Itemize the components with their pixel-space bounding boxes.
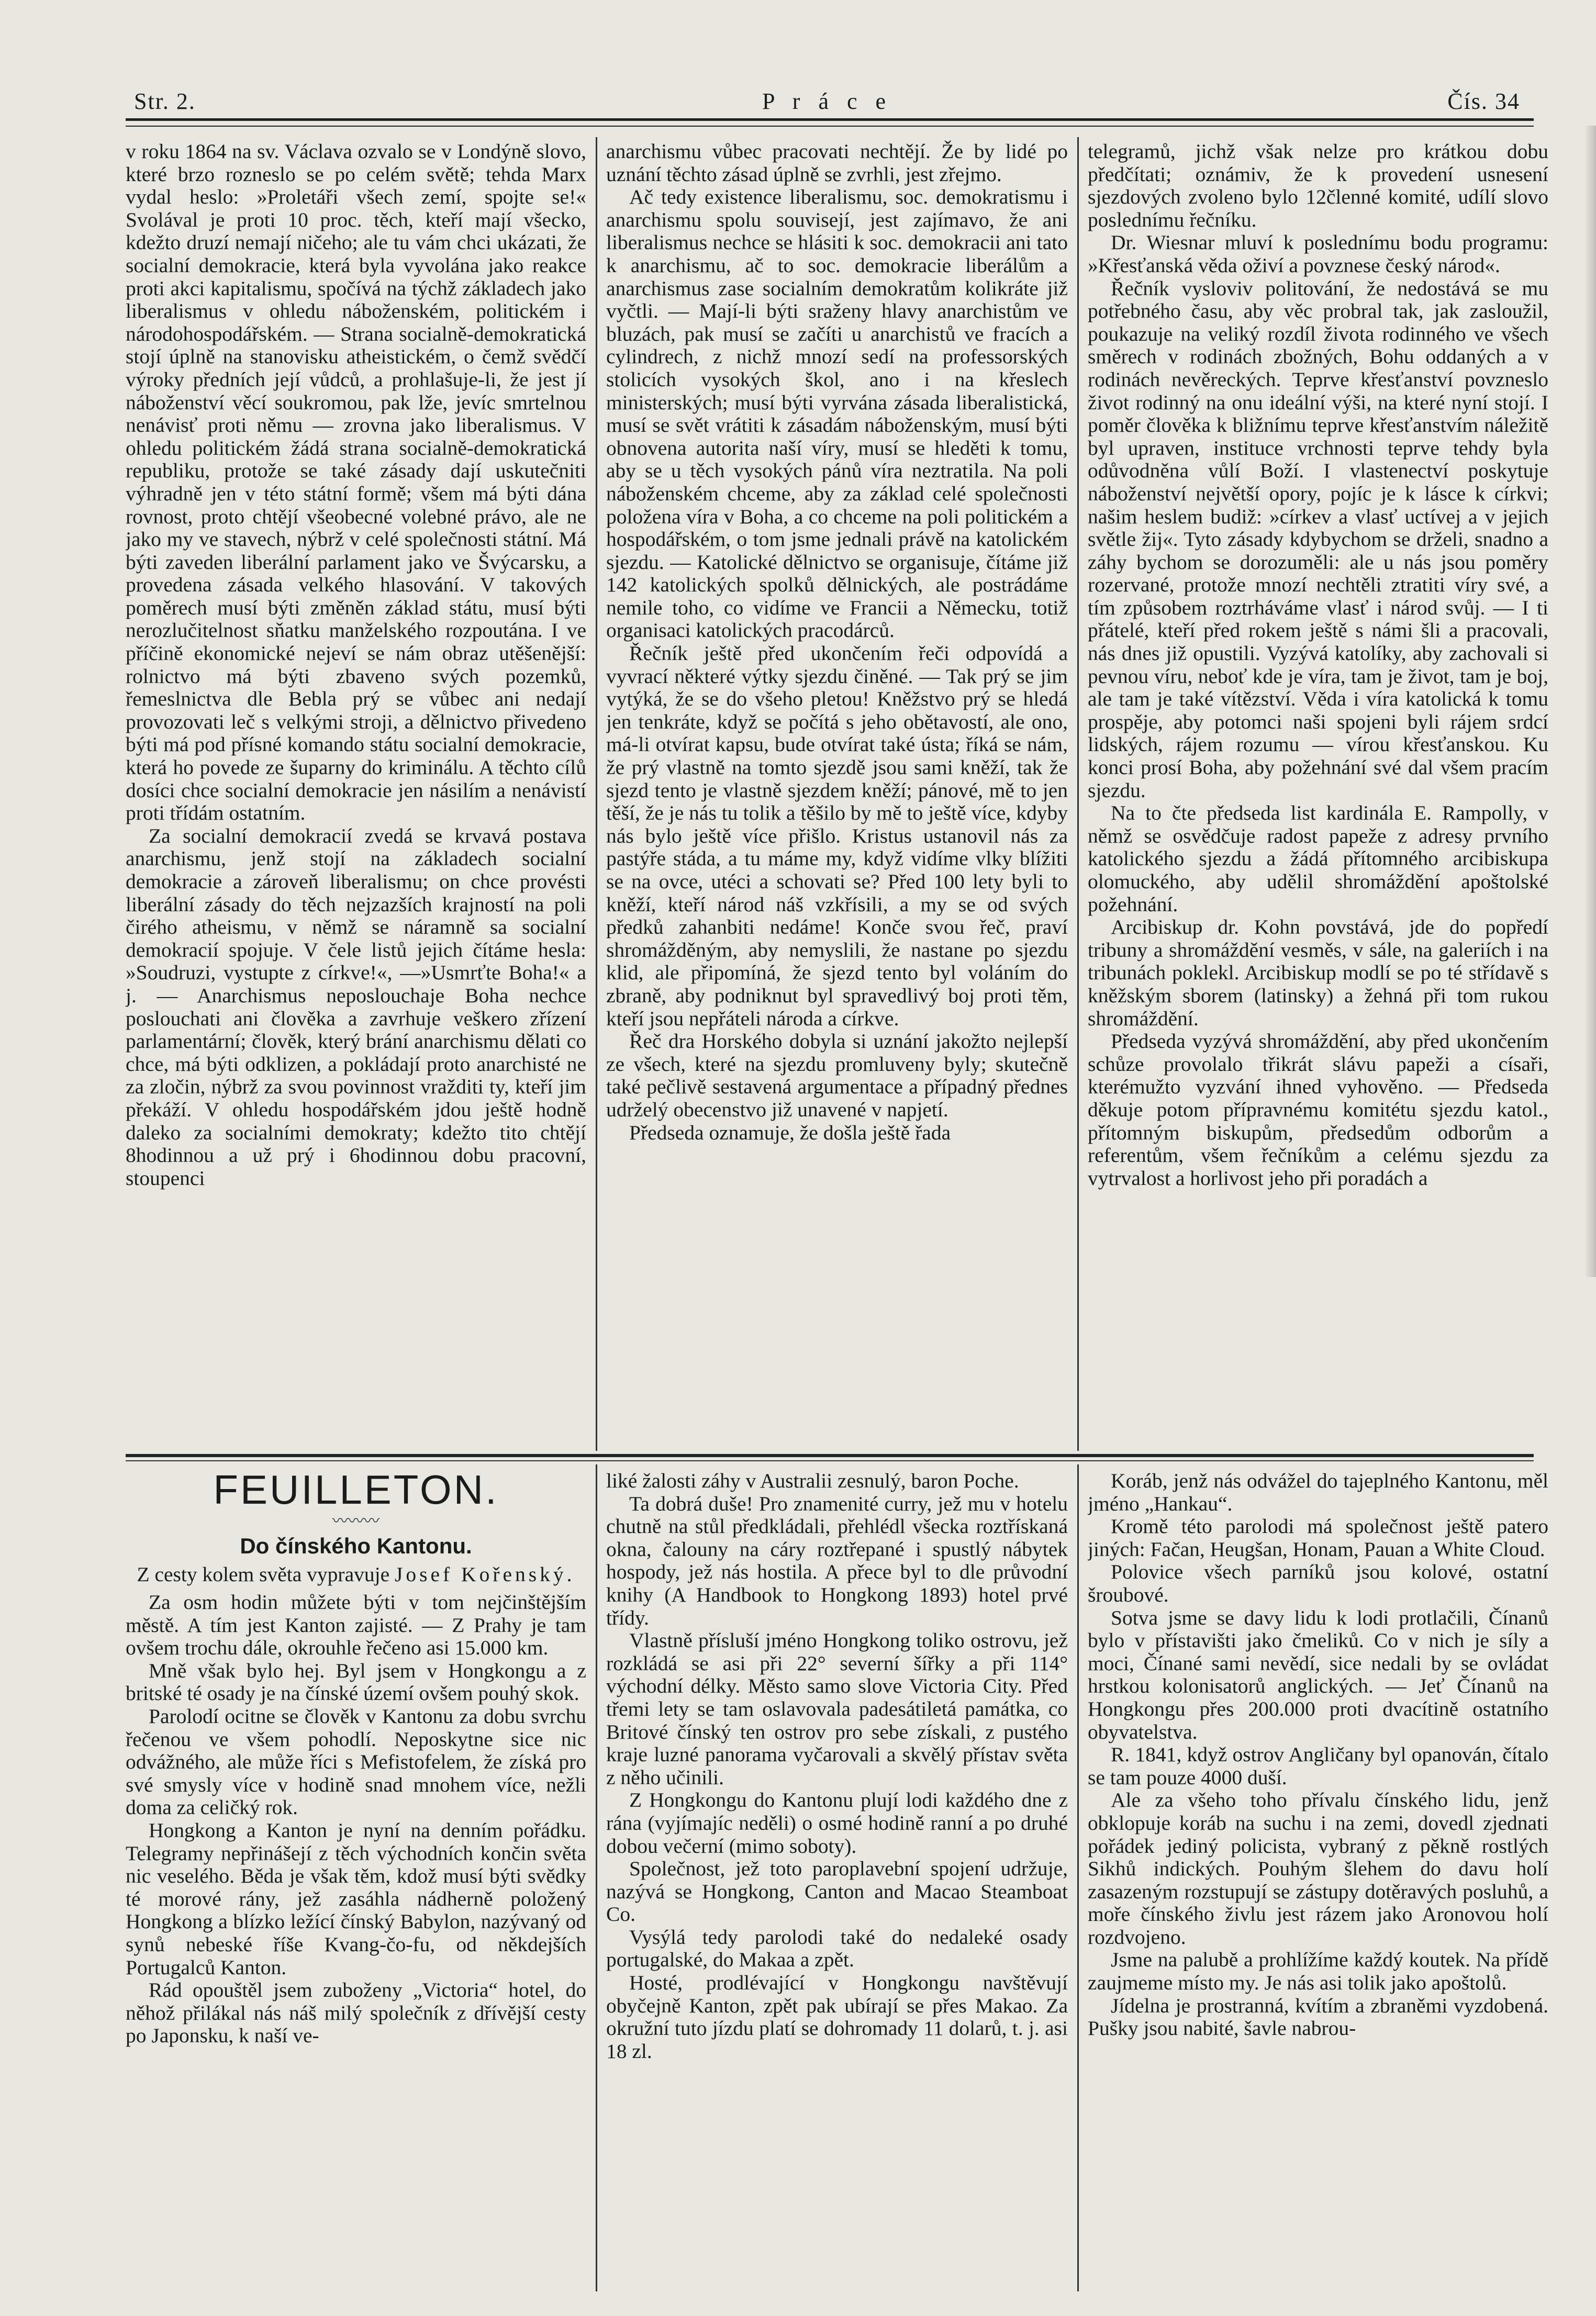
paragraph: Sotva jsme se davy lidu k lodi protlačili, Čínanů bylo v přístavišti jako čmeliků. Co v nich je síly a moci, Čínané sami nevědí, sice nedali by se ovládat hrstkou kolonisatorů anglických. — Jeť Čínanů na Hongkongu přes 200.000 proti dvacítině ostatního obyvatelstva. — [1088, 1606, 1548, 1743]
feuilleton-heading: FEUILLETON. — [213, 1467, 499, 1513]
author-name: Josef Kořenský. — [394, 1563, 575, 1586]
section-divider — [126, 1454, 1534, 1457]
column-divider — [1077, 1464, 1079, 2291]
issue-number: Čís. 34 — [1447, 88, 1520, 114]
paragraph: Za socialní demokracií zvedá se krvavá postava anarchismu, jenž stojí na základech socialní demokracie a zároveň liberalismu; on chce provésti liberální zásady do těch nejzazších krajností na poli čirého atheismu, v němž se náramně sa socialní demokracií spojuje. V čele listů jejich čítáme hesla: »Soudruzi, vystupte z církve!«, —»Usmrťte Boha!« a j. — Anarchismus neposlouchaje Boha nechce poslouchati ani člověka a zavrhuje veškero zřízení parlamentární; člověk, který brání anarchismu dělati co chce, má býti odklizen, a pokládají proto anarchisté ne za zločin, nýbrž za svou povinnost vražditi ty, kteří jim překáží. V ohledu hospodářském jdou ještě hodně daleko za socialními demokraty; kdežto tito chtějí 8hodinnou a už prý i 6hodinnou dobu pracovní, stoupenci — [126, 824, 586, 1190]
paragraph: Řečník vysloviv politování, že nedostává se mu potřebného času, aby věc probral tak, jak zasloužil, poukazuje na veliký rozdíl života rodinného ve všech směrech v rodinách zbožných, Bohu oddaných a v rodinách nevěreckých. Teprve křesťanství povzneslo život rodinný na onu ideální výši, na které nyní stojí. I poměr člověka k bližnímu teprve křesťanstvím náležitě byl upraven, instituce vrchnosti teprve tehdy byla odůvodněna vůlí Boží. I vlastenectví poskytuje náboženství největší opory, pojíc je k lásce k církvi; našim heslem budiž: »církev a vlasť uctívej a v jejich světle žij«. Tyto zásady kdybychom se drželi, snadno a záhy bychom se dorozuměli: ale u nás jsou poměry rozervané, protože mnozí nechtěli ztratiti víry své, a tím způsobem roztrháváme vlasť i národ svůj. — I ti přátelé, kteří před rokem ještě s námi šli a pracovali, nás dnes již opustili. Vyzývá katolíky, aby zachovali si pevnou víru, neboť kde je víra, tam je život, tam je boj, ale tam je také vítězství. Věda i víra katolická k tomu prospěje, aby potomci naši spojeni byli rájem srdcí lidských, rájem rozumu — vírou křesťanskou. Ku konci prosí Boha, aby požehnání své dal všem pracím sjezdu. — [1088, 276, 1548, 802]
paragraph: Předseda vyzývá shromáždění, aby před ukončením schůze provolalo třikrát slávu papeži a císaři, kterémužto vyzvání ihned vyhověno. — Předseda děkuje potom přípravnému komitétu sjezdu katol., přítomným biskupům, předsedům odborům a referentům, všem řečníkům a celému sjezdu za vytrvalost a horlivost jeho při poradách a — [1088, 1030, 1548, 1190]
paragraph: Hongkong a Kanton je nyní na denním pořádku. Telegramy nepřinášejí z těch východních končin světa nic veselého. Běda je však těm, kdož musí býti svědky té morové rány, jež zasáhla nádherně položený Hongkong a blízko ležící čínský Babylon, nazývaný od synů nebeské říše Kvang-čo-fu, od někdejších Portugalců Kanton. — [126, 1818, 586, 1979]
header-rule — [126, 118, 1534, 121]
column-divider — [596, 1464, 597, 2291]
paragraph: Předseda oznamuje, že došla ještě řada — [629, 1121, 951, 1144]
newspaper-title: P r á c e — [762, 88, 892, 114]
paragraph: liké žalosti záhy v Australii zesnulý, baron Poche. — [606, 1470, 1019, 1492]
paragraph: Řečník ještě před ukončením řeči odpovídá a vyvrací některé výtky sjezdu činěné. — Tak prý se jim vytýká, že se do všeho pletou! Kněžstvo prý se hledá jen tenkráte, když se počítá s jeho obětavostí, ale ono, má-li otvírat kapsu, bude otvírat také ústa; říká se nám, že prý vlastně na tomto sjezdě jsou sami kněží, tak že sjezd tento je vlastně sjezdem kněží; pánové, mě to jen těší, že je nás tu tolik a těšilo by mě to ještě více, kdyby nás bylo ještě více přišlo. Kristus ustanovil nás za pastýře stáda, a tu máme my, když vidíme vlky blížiti se na ovce, utéci a schovati se? Před 100 lety byli to kněží, kteří národ náš vzkřísili, a my se od svých předků zahanbiti nedáme! Konče svou řeč, praví shromážděným, aby nemyslili, že nastane po sjezdu klid, ale připomíná, že sjezd tento byl voláním do zbraně, aby podniknut byl spravedlivý boj proti těm, kteří jsou nepřáteli národa a církve. — [606, 642, 1068, 1030]
paragraph: Dr. Wiesnar mluví k poslednímu bodu programu: »Křesťanská věda oživí a povznese český národ«. — [1088, 231, 1548, 277]
paragraph: Řeč dra Horského dobyla si uznání jakožto nejlepší ze všech, které na sjezdu promluveny byly; skutečně také pečlivě sestavená argumentace a případný přednes udrželý obecenstvo již unavené v napjetí. — [606, 1030, 1068, 1121]
section-divider-thin — [126, 1460, 1534, 1461]
paragraph: Rád opouštěl jsem zuboženy „Victoria“ hotel, do něhož přilákal nás náš milý společník z dřívější cesty po Japonsku, k naší ve- — [126, 1978, 586, 2048]
paragraph: Společnost, jež toto paroplavební spojení udržuje, nazývá se Hongkong, Canton and Macao Steamboat Co. — [606, 1857, 1068, 1926]
paragraph: Ale za všeho toho přívalu čínského lidu, jenž obklopuje koráb na suchu i na zemi, dovedl zjednati pořádek jediný policista, vybraný z pěkně rostlých Sikhů indických. Pouhým šlehem do davu holí zasazeným rozstupují se zástupy dotěravých posluhů, a moře čínského živlu jest rázem jako Aronovou holí rozdvojeno. — [1088, 1788, 1548, 1949]
feuilleton-column-2 — [606, 1470, 1068, 2286]
byline-prefix: Z cesty kolem světa vypravuje — [137, 1563, 390, 1586]
paragraph: Vysýlá tedy parolodi také do nedaleké osady portugalské, do Makaa a zpět. — [606, 1925, 1068, 1972]
paragraph: Na to čte předseda list kardinála E. Rampolly, v němž se osvědčuje radost papeže z adresy prvního katolického sjezdu a žádá přítomného arcibiskupa olomuckého, aby udělil shromáždění apoštolské požehnání. — [1088, 801, 1548, 916]
ornament: 〰〰〰 — [332, 1513, 380, 1530]
header-rule-thin — [126, 126, 1534, 127]
paragraph: Za osm hodin můžete býti v tom nejčinštějším městě. A tím jest Kanton zajisté. — Z Prahy je tam ovšem trochu dále, okrouhle řečeno asi 15.000 km. — [126, 1591, 586, 1660]
page-header — [126, 84, 1528, 120]
paragraph: Z Hongkongu do Kantonu plují lodi každého dne z rána (vyjímajíc neděli) o osmé hodině ranní a po druhé dobou večerní (mimo soboty). — [606, 1788, 1068, 1858]
paragraph: Kromě této parolodi má společnost ještě patero jiných: Fačan, Heugšan, Honam, Pauan a White Cloud. — [1088, 1515, 1548, 1561]
paragraph: Parolodí ocitne se člověk v Kantonu za dobu svrchu řečenou ve všem pohodlí. Neposkytne sice nic odvážného, ale může říci s Mefistofelem, že získá pro své smysly více v hodině snad mnohem více, nežli doma za celičký rok. — [126, 1704, 586, 1819]
paragraph: anarchismu vůbec pracovati nechtějí. Že by lidé po uznání těchto zásad úplně se zvrhli, jest zřejmo. — [606, 140, 1068, 186]
page-number: Str. 2. — [134, 88, 196, 114]
paragraph: R. 1841, když ostrov Angličany byl opanován, čítalo se tam pouze 4000 duší. — [1088, 1743, 1548, 1789]
feuilleton-column-1 — [126, 1465, 586, 2282]
column-divider — [596, 137, 597, 1451]
paragraph: Jídelna je prostranná, kvítím a zbraněmi vyzdobená. Pušky jsou nabité, šavle nabrou- — [1088, 1994, 1548, 2040]
paragraph: Hosté, prodlévající v Hongkongu navštěvují obyčejně Kanton, zpět pak ubírají se přes Makao. Za okružní tuto jízdu platí se dohromady 11 dolarů, t. j. asi 18 zl. — [606, 1971, 1068, 2063]
paragraph: Mně však bylo hej. Byl jsem v Hongkongu a z britské té osady je na čínské území ovšem pouhý skok. — [126, 1659, 586, 1705]
article-column-1 — [126, 140, 586, 1444]
paragraph: Vlastně přísluší jméno Hongkong toliko ostrovu, jež rozkládá se asi při 22° severní šířky a při 114° východní délky. Město samo slove Victoria City. Před třemi lety se tam oslavovala padesátiletá památka, co Britové čínský ten ostrov pro sebe získali, z pustého kraje luzné panorama vyčarovali a skvělý přístav světa z něho učinili. — [606, 1629, 1068, 1789]
feuilleton-column-3 — [1088, 1470, 1548, 2286]
paragraph: Arcibiskup dr. Kohn povstává, jde do popředí tribuny a shromáždění vesměs, v sále, na galeriích i na tribunách poklekl. Arcibiskup modlí se po té střídavě s kněžským sborem (latinsky) a žehná při tom rukou shromáždění. — [1088, 915, 1548, 1030]
article-column-3 — [1088, 140, 1548, 1444]
column-divider — [1077, 137, 1079, 1451]
story-title: Do čínského Kantonu. — [240, 1534, 472, 1558]
paragraph: Koráb, jenž nás odvážel do tajeplného Kantonu, měl jméno „Hankau“. — [1088, 1470, 1548, 1515]
paragraph: v roku 1864 na sv. Václava ozvalo se v Londýně slovo, které brzo rozneslo se po celém světě; tehda Marx vydal heslo: »Proletáři všech zemí, spojte se!« Svolával je proti 10 proc. těch, kteří mají všecko, kdežto druzí nemají ničeho; ale tu vám chci ukázati, že socialní demokracie, která byla vyvolána jako reakce proti akci kapitalismu, spočívá na týchž základech jako liberalismus v ohledu náboženském, politickém i národohospodářském. — Strana socialně-demokratická stojí úplně na stanovisku atheistickém, o čemž svědčí výroky předních její vůdců, a prohlašuje-li, že jest jí náboženství věcí soukromou, pak lže, jevíc smrtelnou nenávisť proti němu — zrovna jako liberalismus. V ohledu politickém žádá strana socialně-demokratická republiku, protože se také zásady dají uskutečniti výhradně jen v této státní formě; všem má býti dána rovnost, proto chtějí všeobecné volebné právo, ale ne jako my ve stavech, nýbrž v celé společnosti státní. Má býti zaveden liberální parlament jako ve Švýcarsku, a provedena zásada velkého hlasování. V takových poměrech musí býti změněn základ státu, musí býti nerozlučitelnost sňatku manželského rozpoutána. I ve příčině ekonomické nejeví se nám obraz utěšenější: rolnictvo má býti zbaveno svých pozemků, řemeslnictva dle Bebla prý se vůbec ani nedají provozovati leč s velkými stroji, a dělnictvo přivedeno býti má pod přísné komando státu socialní demokracie, která ho povede ze šuparny do kriminálu. A těchto cílů dosíci chce socialní demokracie jen násilím a nenávistí proti třídám ostatním. — [126, 140, 586, 825]
page-gutter-shadow — [1584, 126, 1596, 1277]
paragraph: Ač tedy existence liberalismu, soc. demokratismu i anarchismu spolu souvisejí, jest zajímavo, že ani liberalismus nechce se hlásiti k soc. demokracii ani tato k anarchismu, ač to soc. demokracie liberálům a anarchismus zase socialním demokratům kolikráte již vyčtli. — Mají-li býti sraženy hlavy anarchistům ve bluzách, pak musí se začíti u anarchistů ve fracích a cylindrech, z nichž mnozí sedí na professorských stolicích vysokých škol, ano i na křeslech ministerských; musí býti vyrvána zásada liberalistická, musí se svět vrátiti k zásadám náboženským, musí býti obnovena autorita naší víry, musí se hleděti k tomu, aby se u těch vysokých pánů víra neztratila. Na poli náboženském chceme, aby za základ celé společnosti položena víra v Boha, a co chceme na poli politickém a hospodářském, o tom jsme jednali právě na katolickém sjezdu. — Katolické dělnictvo se organisuje, čítáme již 142 katolických spolků dělnických, ale postrádáme nemile toho, co vidíme ve Francii a Německu, totiž organisaci katolických pracodárců. — [606, 185, 1068, 642]
paragraph: Jsme na palubě a prohlížíme každý koutek. Na přídě zaujmeme místo my. Je nás asi tolik jako apoštolů. — [1088, 1948, 1548, 1995]
paragraph: Ta dobrá duše! Pro znamenité curry, jež mu v hotelu chutně na stůl předkládali, přehlédl všecka roztřískaná okna, čalouny na cáry roztřepané i spustlý nábytek hospody, jež nás hostila. A přece byl to dle průvodní knihy (A Handbook to Hongkong 1893) hotel prvé třídy. — [606, 1492, 1068, 1629]
paragraph: Polovice všech parníků jsou kolové, ostatní šroubové. — [1088, 1560, 1548, 1606]
byline — [126, 1563, 586, 1586]
article-column-2 — [606, 140, 1068, 1444]
paragraph: telegramů, jichž však nelze pro krátkou dobu předčítati; oznámiv, že k provedení usnesení sjezdových zvoleno bylo 12členné komité, udílí slovo poslednímu řečníku. — [1088, 140, 1548, 231]
